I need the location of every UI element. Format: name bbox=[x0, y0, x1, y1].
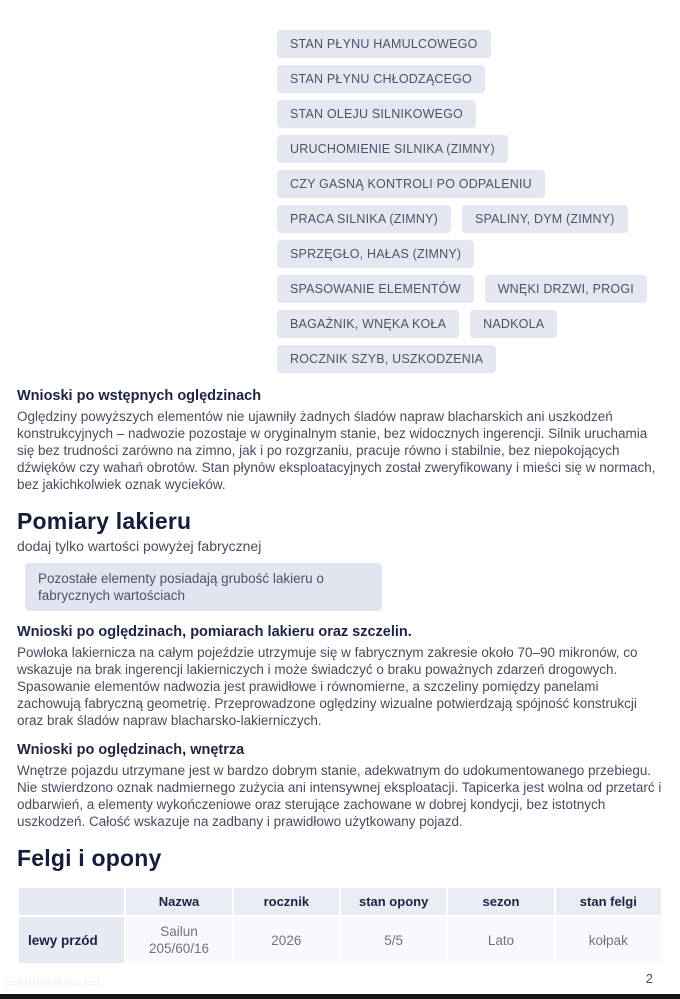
checklist-chip: CZY GASNĄ KONTROLI PO ODPALENIU bbox=[277, 170, 545, 198]
inspection-checklist bbox=[0, 0, 672, 373]
page-bottom-edge bbox=[0, 994, 680, 999]
checklist-row bbox=[277, 310, 672, 338]
initial-conclusions-text: Oględziny powyższych elementów nie ujawniły żadnych śladów napraw blacharskich ani uszkodzeń konstrukcyjnych – nadwozie pozostaje w oryginalnym stanie, bez widocznych ingerencji. Silnik uruchamia się bez trudności zarówno na zimno, jak i po rozgrzaniu, pracuje równo i stabilnie, bez niepokojących dźwięków czy wahań obrotów. Stan płynów eksploatacyjnych został zweryfikowany i mieści się w normach, bez jakichkolwiek oznak wycieków. bbox=[17, 409, 656, 492]
checklist-chip: WNĘKI DRZWI, PROGI bbox=[485, 275, 647, 303]
table-header-name: Nazwa bbox=[126, 888, 231, 915]
checklist-chip: BAGAŻNIK, WNĘKA KOŁA bbox=[277, 310, 459, 338]
checklist-chip: URUCHOMIENIE SILNIKA (ZIMNY) bbox=[277, 135, 508, 163]
tire-name-cell: Sailun 205/60/16 bbox=[126, 917, 231, 963]
checklist-chip: PRACA SILNIKA (ZIMNY) bbox=[277, 205, 451, 233]
checklist-row bbox=[277, 345, 672, 373]
checklist-chip: SPALINY, DYM (ZIMNY) bbox=[462, 205, 628, 233]
checklist-row bbox=[277, 170, 672, 198]
checklist-row bbox=[277, 100, 672, 128]
checklist-row bbox=[277, 275, 672, 303]
table-row bbox=[19, 917, 661, 963]
checklist-chip: SPASOWANIE ELEMENTÓW bbox=[277, 275, 474, 303]
checklist-row bbox=[277, 240, 672, 268]
checklist-chip: STAN OLEJU SILNIKOWEGO bbox=[277, 100, 476, 128]
paint-measurements-subtitle: dodaj tylko wartości powyżej fabrycznej bbox=[17, 538, 262, 554]
wheels-tires-table bbox=[17, 886, 663, 965]
paint-conclusions-text: Powłoka lakiernicza na całym pojeździe utrzymuje się w fabrycznym zakresie około 70–90 mikronów, co wskazuje na brak ingerencji lakierniczych i może świadczyć o braku poważnych zdarzeń drogowych. Spasowanie elementów nadwozia jest prawidłowe i równomierne, a szczeliny pomiędzy panelami zachowują fabryczną geometrię. Przeprowadzone oględziny wizualne potwierdzają spójność konstrukcji oraz brak śladów napraw blacharsko-lakierniczych. bbox=[17, 645, 638, 728]
checklist-row bbox=[277, 205, 672, 233]
checklist-chip: NADKOLA bbox=[470, 310, 557, 338]
tire-season-cell: Lato bbox=[448, 917, 553, 963]
table-header-season: sezon bbox=[448, 888, 553, 915]
checklist-chip: SPRZĘGŁO, HAŁAS (ZIMNY) bbox=[277, 240, 474, 268]
paint-measurements-title: Pomiary lakieru bbox=[17, 508, 192, 534]
interior-conclusions-heading: Wnioski po oględzinach, wnętrza bbox=[17, 742, 245, 758]
wheels-tires-title: Felgi i opony bbox=[17, 845, 162, 871]
checklist-row bbox=[277, 30, 672, 58]
initial-conclusions-heading: Wnioski po wstępnych oględzinach bbox=[17, 388, 262, 404]
table-header-row bbox=[19, 888, 661, 915]
paint-conclusions-heading: Wnioski po oględzinach, pomiarach lakieru oraz szczelin. bbox=[17, 624, 412, 640]
checklist-chip: STAN PŁYNU CHŁODZĄCEGO bbox=[277, 65, 485, 93]
checklist-row bbox=[277, 65, 672, 93]
paint-note-chip: Pozostałe elementy posiadają grubość lakieru o fabrycznych wartościach bbox=[25, 563, 382, 611]
wheel-position-cell: lewy przód bbox=[19, 917, 124, 963]
checklist-chip: ROCZNIK SZYB, USZKODZENIA bbox=[277, 345, 496, 373]
checklist-chip: STAN PŁYNU HAMULCOWEGO bbox=[277, 30, 491, 58]
tire-condition-cell: 5/5 bbox=[341, 917, 446, 963]
table-header-tire-condition: stan opony bbox=[341, 888, 446, 915]
watermark-text: ǀ=5ǀ0ǀ%%ǀ0=ǀ=ǀ bbox=[5, 976, 101, 990]
report-body bbox=[0, 388, 680, 872]
interior-conclusions-text: Wnętrze pojazdu utrzymane jest w bardzo dobrym stanie, adekwatnym do udokumentowanego przebiegu. Nie stwierdzono oznak nadmiernego zużycia ani intensywnej eksploatacji. Tapicerka jest wolna od przetarć i odbarwień, a elementy wykończeniowe oraz sterujące zachowane w dobrej kondycji, bez istotnych uszkodzeń. Całość wskazuje na zadbany i prawidłowo użytkowany pojazd. bbox=[17, 763, 662, 829]
page-number: 2 bbox=[645, 971, 653, 986]
table-header-rim-condition: stan felgi bbox=[556, 888, 661, 915]
tire-year-cell: 2026 bbox=[234, 917, 339, 963]
table-header-corner bbox=[19, 888, 124, 915]
rim-condition-cell: kołpak bbox=[556, 917, 661, 963]
table-header-year: rocznik bbox=[234, 888, 339, 915]
checklist-row bbox=[277, 135, 672, 163]
